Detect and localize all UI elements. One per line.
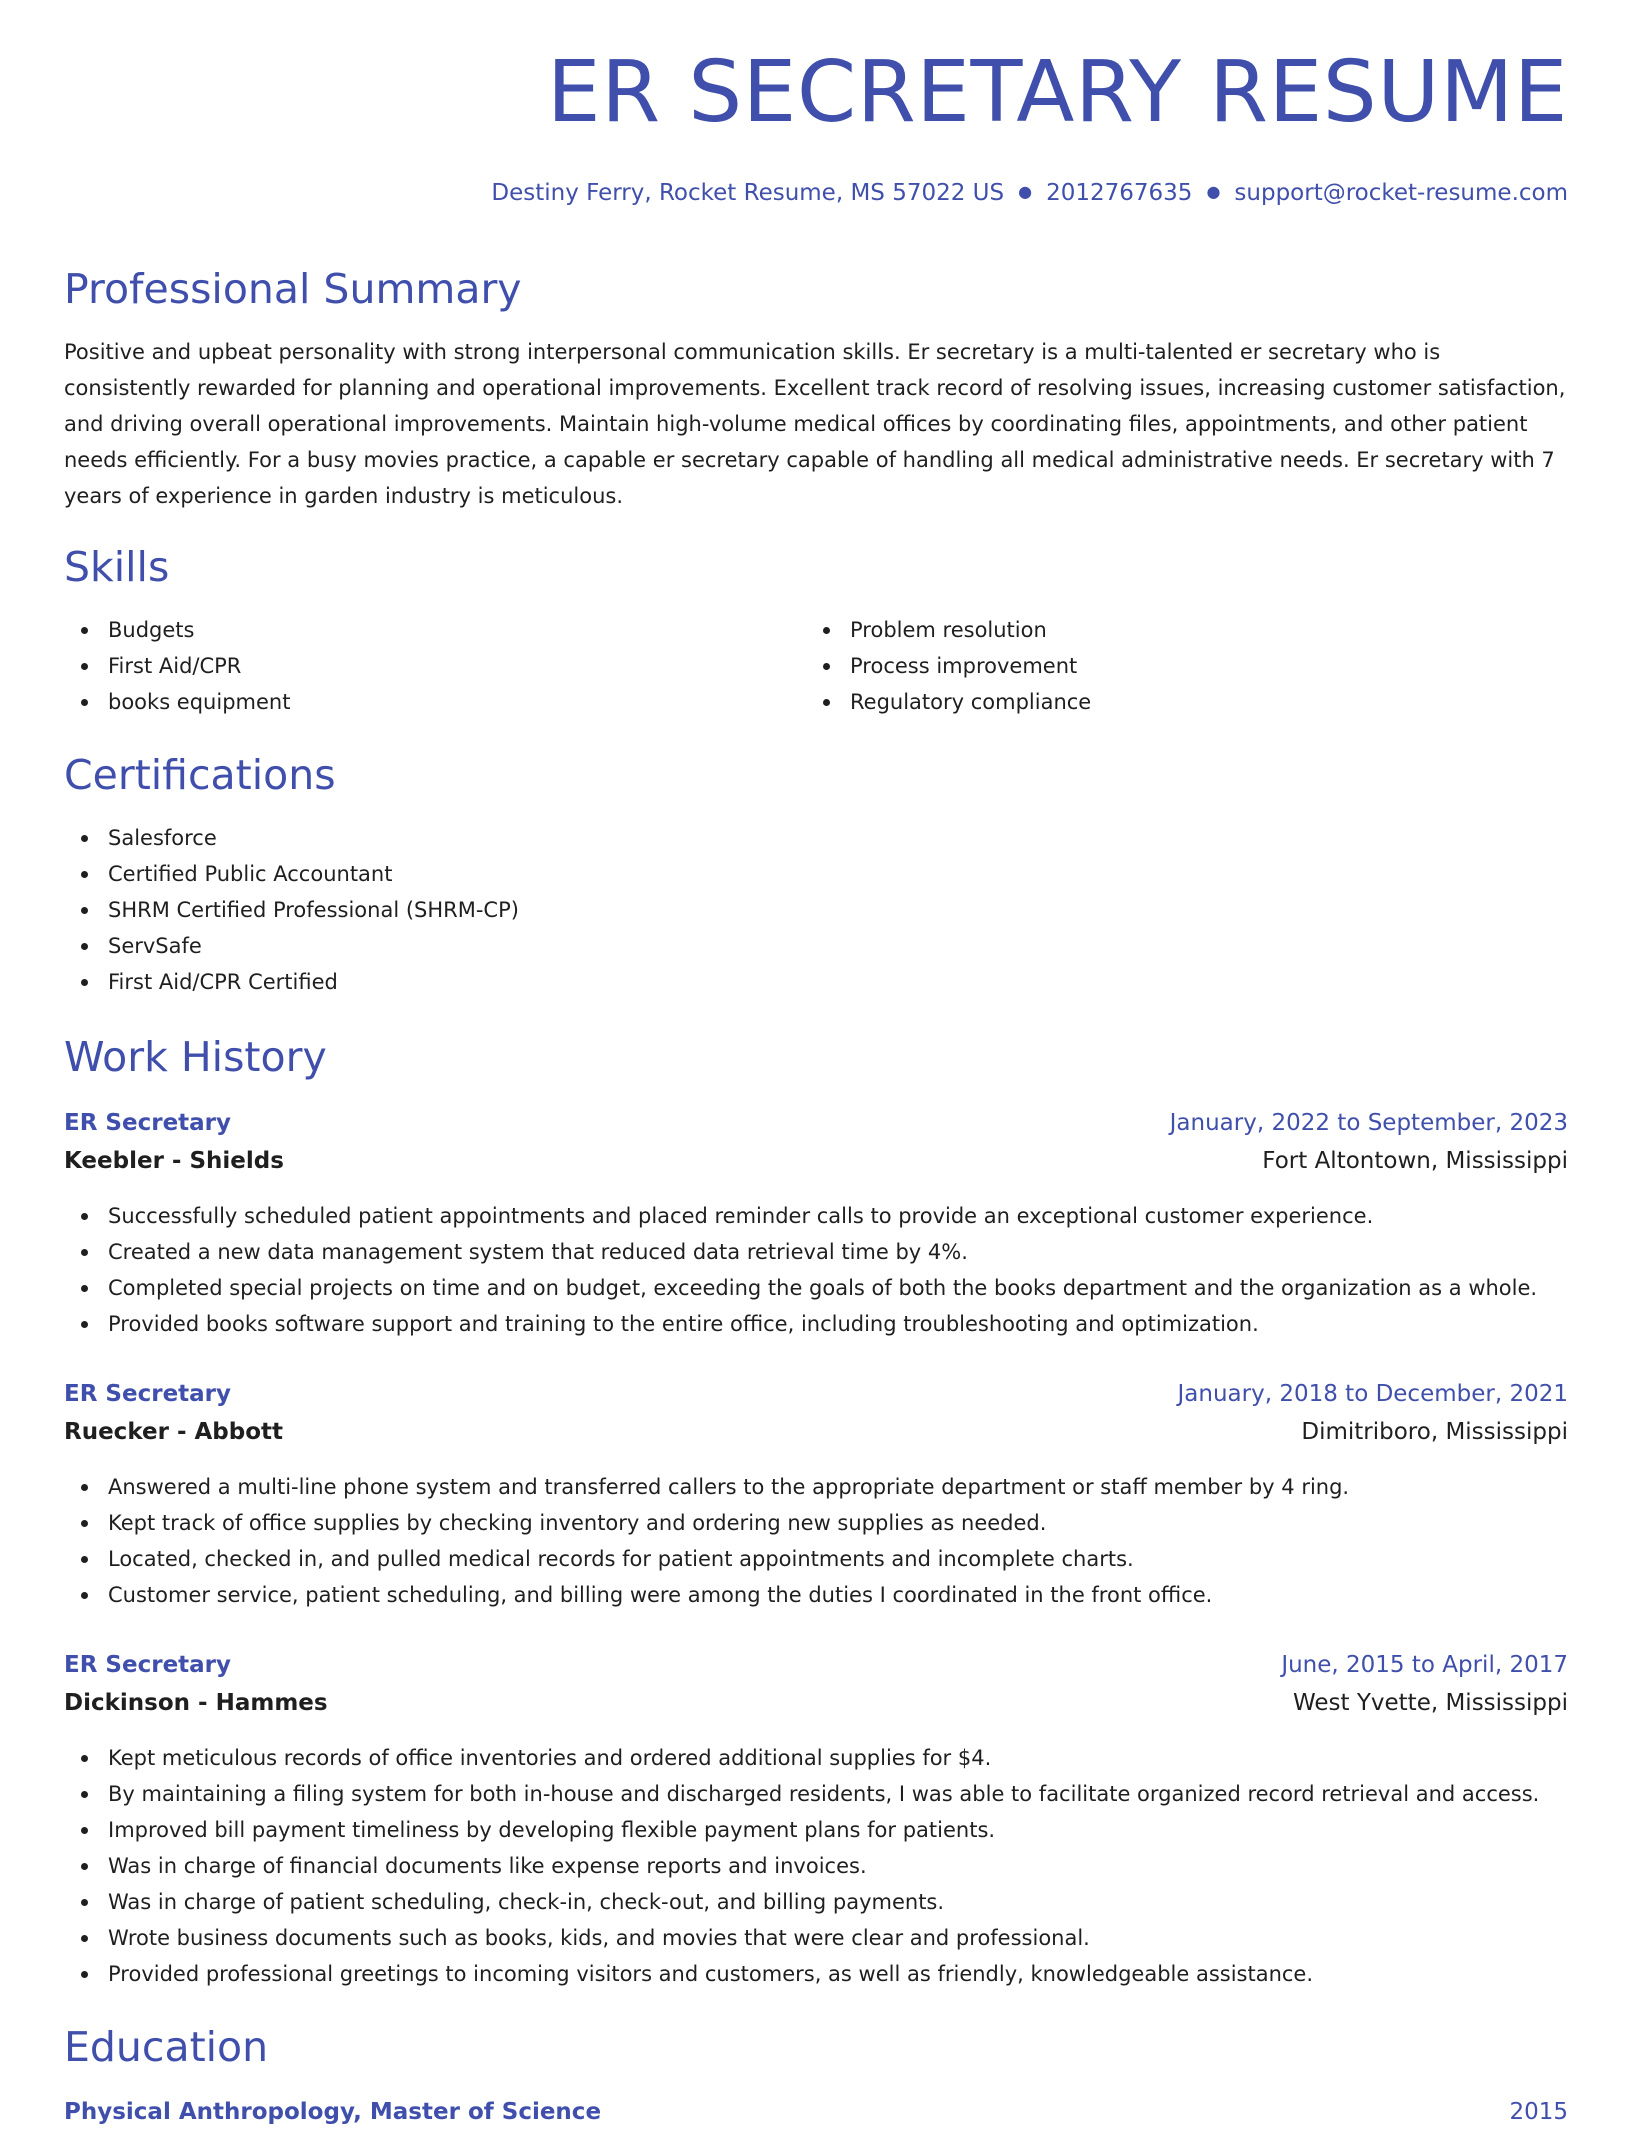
skills-heading: Skills xyxy=(64,543,170,591)
certifications-list xyxy=(64,820,519,1000)
job-dates: June, 2015 to April, 2017 xyxy=(1281,1652,1568,1678)
education-degree: Physical Anthropology, Master of Science xyxy=(64,2099,602,2125)
list-item: ServSafe xyxy=(64,928,519,964)
job-dates: January, 2018 to December, 2021 xyxy=(1177,1381,1568,1407)
skills-list-right xyxy=(806,612,1091,720)
contact-email[interactable]: support@rocket-resume.com xyxy=(1234,180,1568,206)
contact-line xyxy=(491,180,1568,208)
work-history-heading: Work History xyxy=(64,1033,327,1081)
job-company: Dickinson - Hammes xyxy=(64,1690,328,1716)
job-title: ER Secretary xyxy=(64,1110,232,1136)
list-item: Was in charge of patient scheduling, check-in, check-out, and billing payments. xyxy=(64,1884,1539,1920)
list-item: Kept meticulous records of office inventories and ordered additional supplies for $4. xyxy=(64,1740,1539,1776)
job-location: Fort Altontown, Mississippi xyxy=(1262,1148,1568,1174)
list-item: Successfully scheduled patient appointments and placed reminder calls to provide an exceptional customer experience. xyxy=(64,1198,1537,1234)
resume-page xyxy=(64,0,1568,2125)
skills-list-left xyxy=(64,612,290,720)
job-company-row xyxy=(64,1685,1568,1721)
list-item: Regulatory compliance xyxy=(806,684,1091,720)
separator-dot-icon: ● xyxy=(1018,182,1033,201)
list-item: Wrote business documents such as books, kids, and movies that were clear and professional. xyxy=(64,1920,1539,1956)
list-item: Customer service, patient scheduling, and billing were among the duties I coordinated in the front office. xyxy=(64,1577,1349,1613)
list-item: Completed special projects on time and on budget, exceeding the goals of both the books department and the organization as a whole. xyxy=(64,1270,1537,1306)
job-header xyxy=(64,1105,1568,1141)
list-item: Provided books software support and training to the entire office, including troubleshooting and optimization. xyxy=(64,1306,1537,1342)
list-item: Answered a multi-line phone system and transferred callers to the appropriate department or staff member by 4 ring. xyxy=(64,1469,1349,1505)
resume-title: ER SECRETARY RESUME xyxy=(546,43,1568,142)
job-header xyxy=(64,1376,1568,1412)
job-company: Keebler - Shields xyxy=(64,1148,284,1174)
job-company-row xyxy=(64,1143,1568,1179)
job-location: West Yvette, Mississippi xyxy=(1292,1690,1568,1716)
list-item: Salesforce xyxy=(64,820,519,856)
job-header xyxy=(64,1647,1568,1683)
separator-dot-icon: ● xyxy=(1206,182,1221,201)
list-item: Process improvement xyxy=(806,648,1091,684)
list-item: Budgets xyxy=(64,612,290,648)
job-bullets xyxy=(64,1198,1537,1342)
contact-address: Destiny Ferry, Rocket Resume, MS 57022 US xyxy=(491,180,1005,206)
education-year: 2015 xyxy=(1509,2099,1568,2125)
summary-text: Positive and upbeat personality with strong interpersonal communication skills. Er secretary is a multi-talented er secretary who is consistently rewarded for planning and operational improvements. Excellent track record of resolving issues, increasing customer satisfaction, and driving overall operational improvements. Maintain high-volume medical offices by coordinating files, appointments, and other patient needs efficiently. For a busy movies practice, a capable er secretary capable of handling all medical administrative needs. Er secretary with 7 years of experience in garden industry is meticulous. xyxy=(64,340,1566,508)
list-item: Was in charge of financial documents like expense reports and invoices. xyxy=(64,1848,1539,1884)
list-item: Certified Public Accountant xyxy=(64,856,519,892)
list-item: Provided professional greetings to incoming visitors and customers, as well as friendly, knowledgeable assistance. xyxy=(64,1956,1539,1992)
job-dates: January, 2022 to September, 2023 xyxy=(1169,1110,1568,1136)
summary-heading: Professional Summary xyxy=(64,265,522,313)
job-company-row xyxy=(64,1414,1568,1450)
list-item: Problem resolution xyxy=(806,612,1091,648)
job-title: ER Secretary xyxy=(64,1381,232,1407)
contact-phone: 2012767635 xyxy=(1046,180,1193,206)
list-item: Located, checked in, and pulled medical records for patient appointments and incomplete charts. xyxy=(64,1541,1349,1577)
job-bullets xyxy=(64,1740,1539,1992)
list-item: Kept track of office supplies by checking inventory and ordering new supplies as needed. xyxy=(64,1505,1349,1541)
list-item: First Aid/CPR Certified xyxy=(64,964,519,1000)
list-item: Created a new data management system that reduced data retrieval time by 4%. xyxy=(64,1234,1537,1270)
list-item: books equipment xyxy=(64,684,290,720)
list-item: First Aid/CPR xyxy=(64,648,290,684)
list-item: SHRM Certified Professional (SHRM-CP) xyxy=(64,892,519,928)
job-title: ER Secretary xyxy=(64,1652,232,1678)
list-item: By maintaining a filing system for both in-house and discharged residents, I was able to facilitate organized record retrieval and access. xyxy=(64,1776,1539,1812)
education-entry xyxy=(64,2094,1568,2130)
certifications-heading: Certifications xyxy=(64,751,336,799)
education-heading: Education xyxy=(64,2023,269,2071)
job-company: Ruecker - Abbott xyxy=(64,1419,284,1445)
list-item: Improved bill payment timeliness by developing flexible payment plans for patients. xyxy=(64,1812,1539,1848)
job-location: Dimitriboro, Mississippi xyxy=(1301,1419,1568,1445)
job-bullets xyxy=(64,1469,1349,1613)
